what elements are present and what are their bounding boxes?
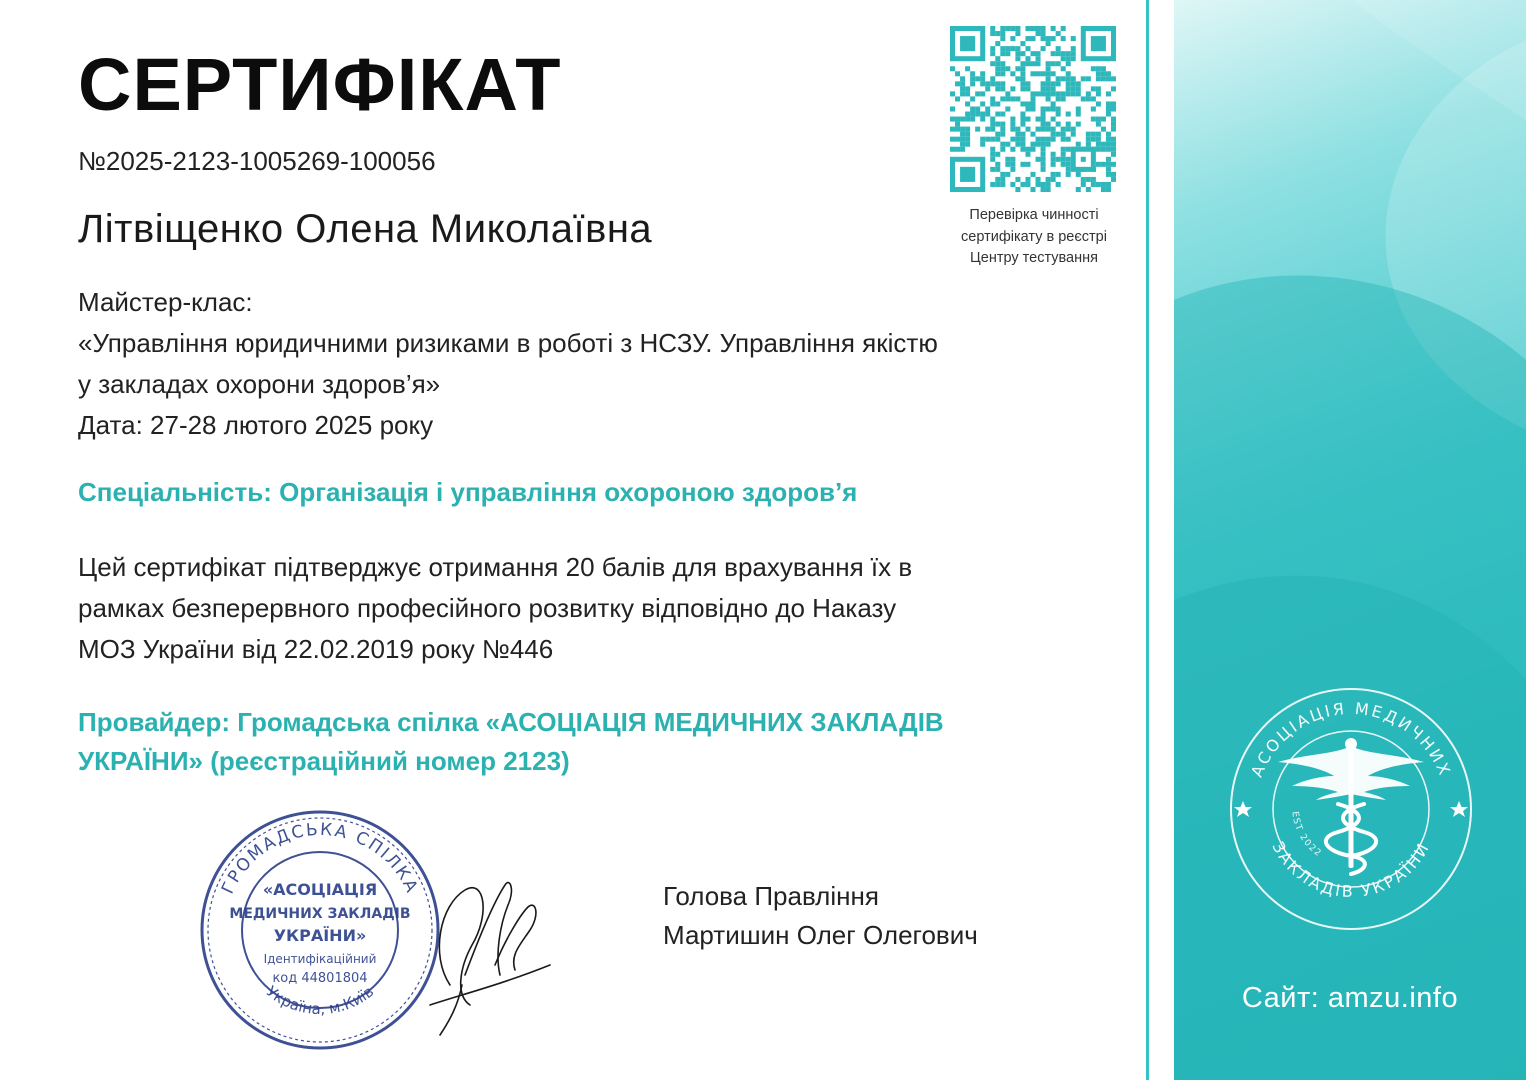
signer-position: Голова Правління xyxy=(663,881,879,911)
emblem-bottom-text: ЗАКЛАДІВ УКРАЇНИ xyxy=(1268,838,1434,902)
provider-line: Провайдер: Громадська спілка «АСОЦІАЦІЯ МЕДИЧНИХ ЗАКЛАДІВ xyxy=(78,707,944,737)
emblem-est-text: EST 2022 xyxy=(1289,810,1324,860)
specialty: Спеціальність: Організація і управління охороною здоров’я xyxy=(78,477,858,507)
association-emblem xyxy=(1226,684,1476,934)
course-date: Дата: 27-28 лютого 2025 року xyxy=(78,410,434,440)
certificate-title: СЕРТИФІКАТ xyxy=(78,43,562,126)
provider xyxy=(78,703,1138,781)
stamp-line: код 44801804 xyxy=(272,971,368,986)
qr-caption xyxy=(936,205,1132,270)
panel-divider xyxy=(1146,0,1149,1080)
stamp-line: УКРАЇНИ» xyxy=(273,926,367,945)
provider-line: УКРАЇНИ» (реєстраційний номер 2123) xyxy=(78,746,570,776)
course-line: Майстер-клас: xyxy=(78,287,253,317)
decorative-side-panel xyxy=(1174,0,1526,1080)
signer-name: Мартишин Олег Олегович xyxy=(663,920,978,950)
stamp-outer-text: ГРОМАДСЬКА СПІЛКА xyxy=(217,819,423,898)
recipient-name: Літвіщенко Олена Миколаївна xyxy=(78,207,653,251)
website-link[interactable]: Сайт: amzu.info xyxy=(1241,982,1459,1014)
stamp-line: МЕДИЧНИХ ЗАКЛАДІВ xyxy=(229,906,411,922)
stamp-line: Ідентифікаційний xyxy=(263,952,377,966)
course-line: «Управління юридичними ризиками в роботі з НСЗУ. Управління якістю xyxy=(78,328,938,358)
caduceus-icon xyxy=(1278,738,1424,868)
stamp-bottom-text: Україна, м.Київ xyxy=(262,982,378,1019)
emblem-top-text: АСОЦІАЦІЯ МЕДИЧНИХ xyxy=(1247,698,1455,780)
qr-caption-line: Перевірка чинності xyxy=(969,207,1099,223)
qr-caption-line: сертифікату в реєстрі xyxy=(961,228,1107,245)
qr-caption-line: Центру тестування xyxy=(970,250,1098,266)
course-block xyxy=(78,282,1138,446)
svg-text:Україна, м.Київ xyxy=(263,982,377,1018)
confirmation-line: Цей сертифікат підтверджує отримання 20 балів для врахування їх в xyxy=(78,552,913,582)
stamp-line: «АСОЦІАЦІЯ xyxy=(262,880,378,899)
confirmation-line: МОЗ України від 22.02.2019 року №446 xyxy=(78,634,554,664)
svg-text:EST 2022 xyxy=(1289,811,1323,860)
signature xyxy=(410,845,560,1045)
confirmation-line: рамках безперервного професійного розвитку відповідно до Наказу xyxy=(78,593,897,623)
certificate-number: №2025-2123-1005269-100056 xyxy=(78,146,436,176)
confirmation-text xyxy=(78,547,1118,670)
signer xyxy=(663,877,978,955)
course-line: у закладах охорони здоров’я» xyxy=(78,369,441,399)
qr-code-icon[interactable] xyxy=(950,26,1116,192)
